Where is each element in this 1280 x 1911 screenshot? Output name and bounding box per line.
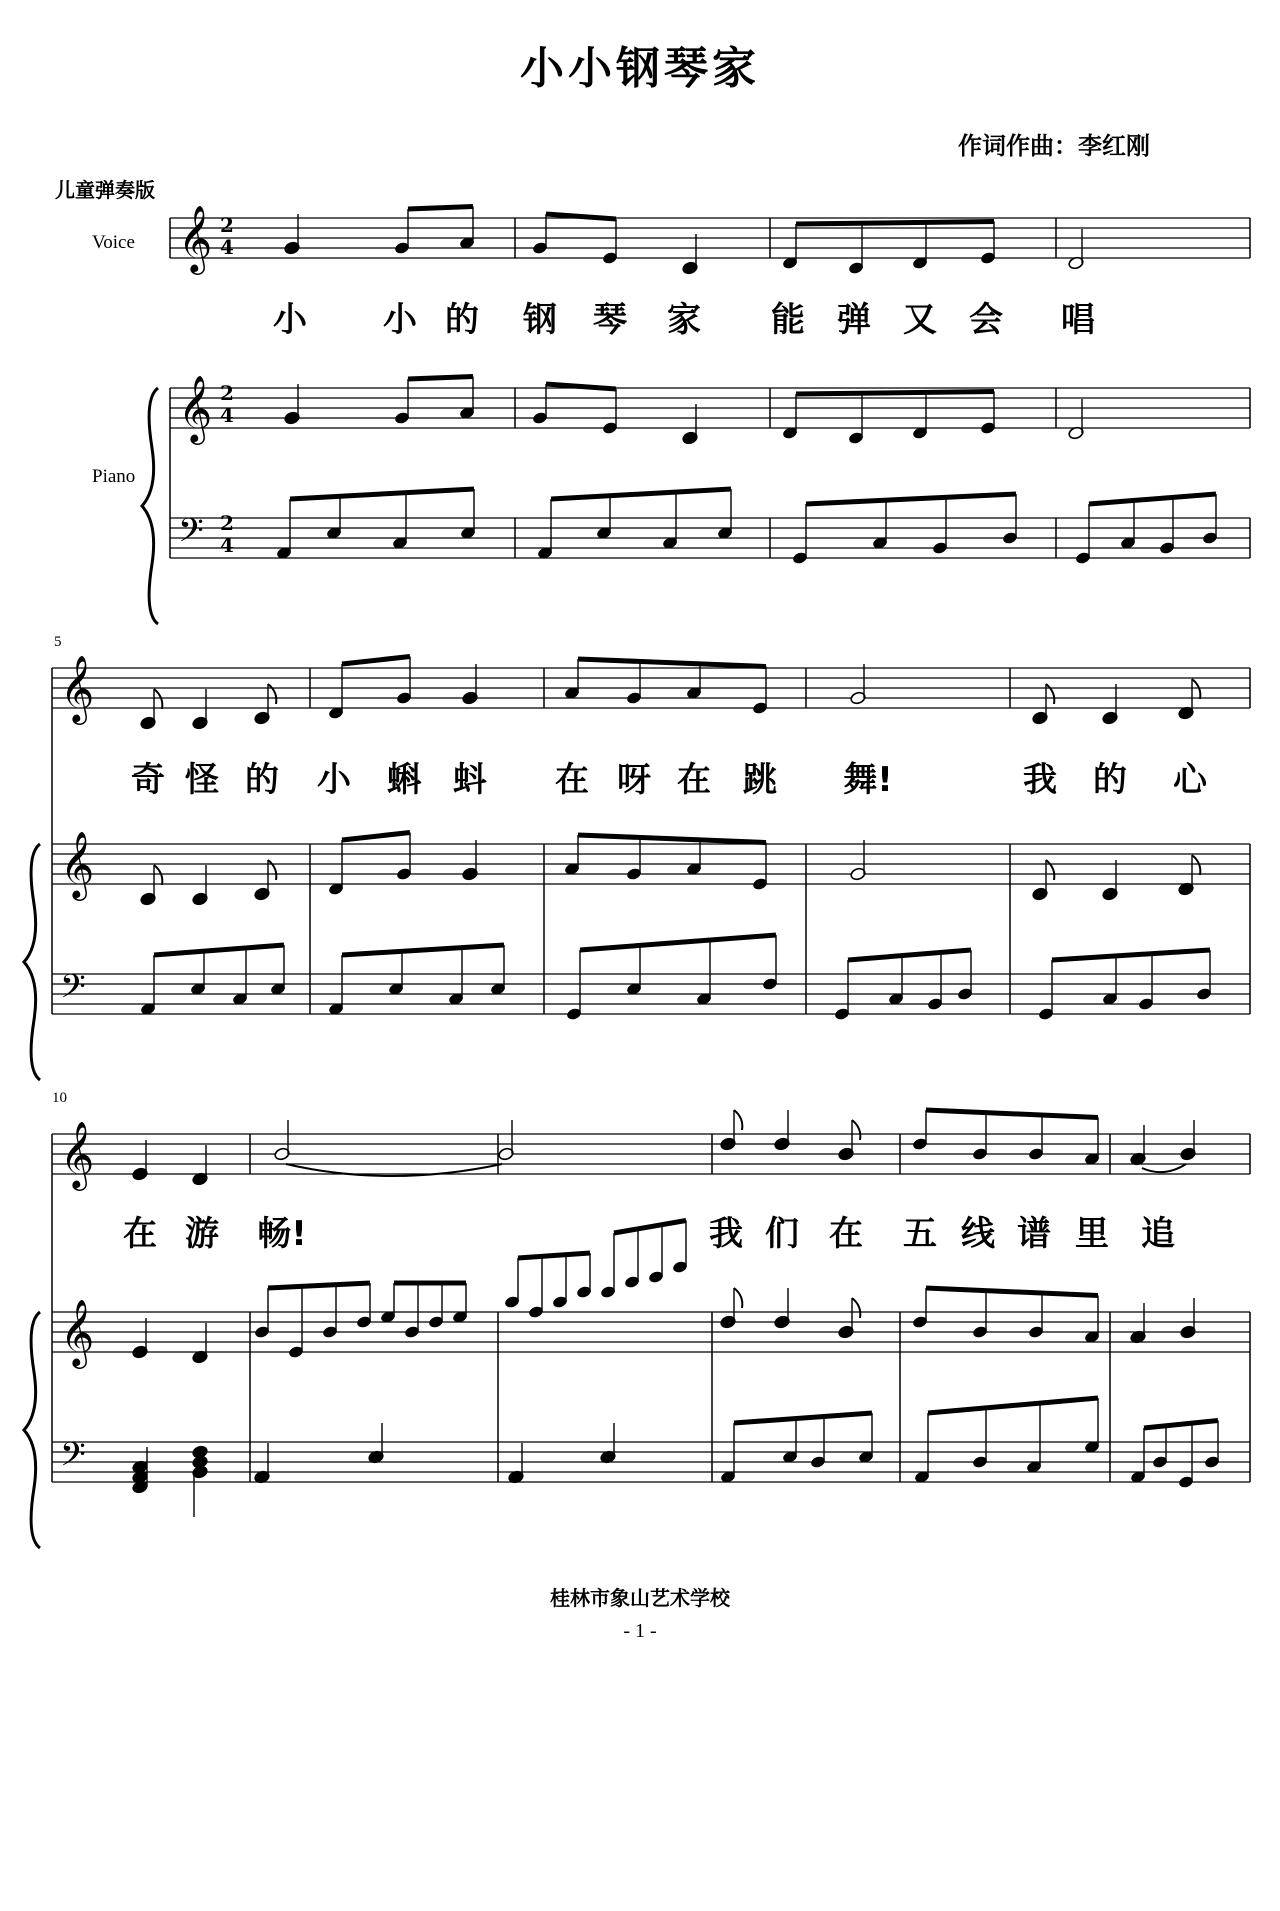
lyric: 蝌 — [387, 760, 421, 800]
lyric: 游 — [185, 1214, 219, 1254]
lyric: 谱 — [1017, 1214, 1051, 1254]
note-flag — [734, 1110, 742, 1130]
treble-clef: 𝄞 — [178, 374, 213, 442]
lyric: 舞! — [843, 760, 893, 800]
beam — [928, 1398, 1098, 1413]
lyric: 我 — [709, 1214, 743, 1254]
note-flag — [1046, 684, 1054, 704]
page-title: 小小钢琴家 — [520, 43, 760, 94]
piano-label: Piano — [92, 466, 136, 487]
beam — [848, 950, 971, 960]
beam — [796, 222, 994, 225]
lyric: 里 — [1075, 1214, 1109, 1254]
lyric: 小 — [383, 300, 417, 340]
time-sig-top: 2 — [220, 511, 234, 535]
note-flag — [734, 1288, 742, 1308]
staves — [24, 204, 1250, 1548]
beam — [1144, 1421, 1218, 1429]
measure-number-10: 10 — [52, 1090, 67, 1106]
beam — [408, 377, 473, 380]
beam — [342, 833, 410, 841]
voice-label: Voice — [92, 232, 135, 253]
treble-clef: 𝄞 — [60, 654, 95, 722]
beam — [926, 1110, 1098, 1118]
lyric: 的 — [445, 300, 479, 340]
note-flag — [268, 684, 276, 704]
lyric: 在 — [123, 1214, 157, 1254]
beam — [551, 489, 731, 499]
time-sig-bottom: 4 — [220, 533, 234, 557]
beam — [926, 1288, 1098, 1296]
note-flag — [1192, 679, 1200, 699]
treble-clef: 𝄞 — [60, 1298, 95, 1366]
beam — [1052, 950, 1210, 960]
measure-number-5: 5 — [54, 634, 62, 650]
lyric: 五 — [903, 1214, 937, 1254]
time-sig-bottom: 4 — [220, 235, 234, 259]
piano-brace — [142, 388, 158, 624]
edition-label: 儿童弹奏版 — [55, 178, 155, 202]
lyric: 在 — [555, 760, 589, 800]
composer-credit: 作词作曲：李红刚 — [958, 132, 1150, 160]
note-flag — [268, 860, 276, 880]
beam — [614, 1221, 686, 1234]
lyric: 我 — [1023, 760, 1057, 800]
beam — [518, 1253, 590, 1258]
beam — [342, 657, 410, 665]
page-number: - 1 - — [623, 1620, 657, 1642]
time-sig-top: 2 — [220, 213, 234, 237]
beam — [342, 945, 504, 955]
lyric: 唱 — [1061, 300, 1095, 340]
bass-clef: 𝄢 — [60, 1436, 86, 1482]
lyric: 线 — [961, 1214, 995, 1254]
note-flag — [852, 1120, 860, 1140]
lyric: 琴 — [593, 300, 627, 340]
lyric: 跳 — [743, 760, 777, 800]
note-flag — [852, 1298, 860, 1318]
footer-school: 桂林市象山艺术学校 — [550, 1586, 730, 1610]
lyric: 弹 — [837, 300, 871, 340]
lyric: 在 — [677, 760, 711, 800]
bass-clef: 𝄢 — [60, 968, 86, 1014]
lyric: 的 — [1093, 760, 1127, 800]
beam — [796, 392, 994, 395]
lyric: 追 — [1141, 1214, 1175, 1254]
time-sig-bottom: 4 — [220, 403, 234, 427]
time-sig-top: 2 — [220, 381, 234, 405]
lyric: 奇 — [131, 760, 165, 800]
beam — [806, 494, 1016, 504]
lyric: 家 — [667, 300, 701, 340]
note-flag — [154, 865, 162, 885]
treble-clef: 𝄞 — [60, 830, 95, 898]
beam — [268, 1283, 370, 1288]
lyric: 能 — [771, 300, 805, 340]
slur — [1142, 1164, 1186, 1172]
lyric: 钢 — [523, 300, 557, 340]
beam — [1089, 494, 1216, 504]
lyric: 怪 — [185, 760, 219, 800]
lyric: 的 — [245, 760, 279, 800]
piano-brace — [24, 1312, 40, 1548]
note-flag — [154, 689, 162, 709]
lyric: 又 — [903, 300, 937, 340]
lyric: 畅! — [257, 1214, 307, 1254]
beam — [578, 659, 766, 667]
beam — [154, 945, 284, 955]
note-flag — [1192, 855, 1200, 875]
lyric: 们 — [765, 1214, 799, 1254]
treble-clef: 𝄞 — [178, 204, 213, 272]
lyric: 蚪 — [453, 760, 487, 800]
bass-clef: 𝄢 — [178, 512, 204, 558]
piano-brace — [24, 844, 40, 1080]
lyric: 心 — [1173, 760, 1207, 800]
beam — [734, 1413, 872, 1423]
beam — [580, 935, 776, 950]
lyric: 在 — [829, 1214, 863, 1254]
beam — [578, 835, 766, 843]
time-signatures — [220, 213, 234, 557]
lyric: 小 — [273, 300, 307, 340]
lyric: 会 — [969, 300, 1003, 340]
lyric: 小 — [317, 760, 351, 800]
treble-clef: 𝄞 — [60, 1120, 95, 1188]
beam — [290, 489, 474, 499]
beam — [408, 207, 473, 210]
note-flag — [1046, 860, 1054, 880]
lyric: 呀 — [617, 760, 651, 800]
